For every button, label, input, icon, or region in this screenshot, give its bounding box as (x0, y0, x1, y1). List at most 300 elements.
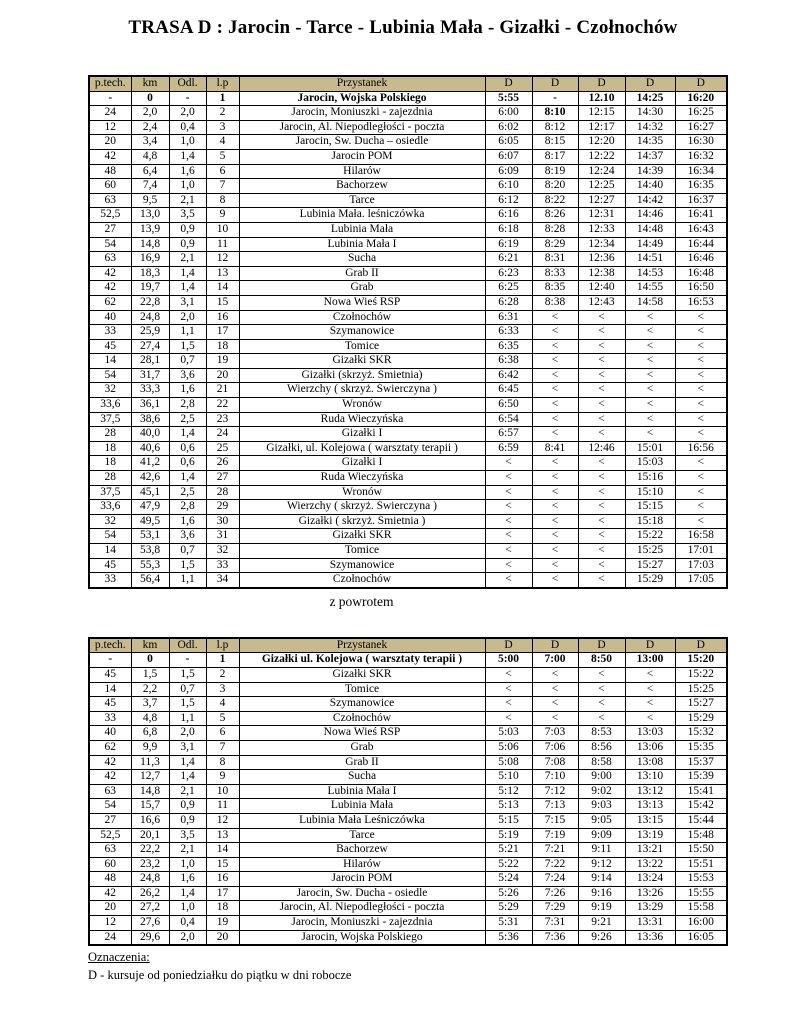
cell: 0,6 (169, 441, 206, 456)
cell: 14:32 (625, 120, 675, 135)
cell: 20 (206, 930, 239, 945)
cell: 15:22 (625, 529, 675, 544)
table-row (89, 281, 727, 296)
cell: 15:37 (675, 755, 727, 770)
cell: 16:50 (675, 281, 727, 296)
cell: 6:42 (485, 368, 532, 383)
cell: 7:22 (532, 857, 578, 872)
cell: 42 (89, 149, 131, 164)
cell: 2,1 (169, 252, 206, 267)
cell: Lubinia Mała I (239, 237, 485, 252)
cell: 12:31 (578, 208, 625, 223)
cell: 8:17 (532, 149, 578, 164)
table-row (89, 828, 727, 843)
cell: 12:33 (578, 222, 625, 237)
cell: Hilarów (239, 164, 485, 179)
cell: 14:42 (625, 193, 675, 208)
cell: 8:20 (532, 179, 578, 194)
cell: 22 (206, 398, 239, 413)
cell: 33 (89, 325, 131, 340)
column-header: Odl. (169, 76, 206, 91)
cell: Szymanowice (239, 325, 485, 340)
table-row (89, 310, 727, 325)
cell: 62 (89, 740, 131, 755)
column-header: km (131, 638, 169, 653)
cell: Jarocin POM (239, 872, 485, 887)
cell: 5 (206, 149, 239, 164)
cell: 16:53 (675, 295, 727, 310)
table-row (89, 164, 727, 179)
cell: 15:27 (625, 558, 675, 573)
column-header: D (485, 76, 532, 91)
cell: 45 (89, 697, 131, 712)
cell: 15:10 (625, 485, 675, 500)
cell: < (578, 471, 625, 486)
cell: < (625, 711, 675, 726)
cell: < (532, 500, 578, 515)
table-row (89, 383, 727, 398)
cell: 0,7 (169, 544, 206, 559)
cell: 7:24 (532, 872, 578, 887)
cell: 33 (206, 558, 239, 573)
table-row (89, 726, 727, 741)
cell: 6:45 (485, 383, 532, 398)
cell: 16:48 (675, 266, 727, 281)
cell: 15 (206, 857, 239, 872)
cell: 14:53 (625, 266, 675, 281)
cell: < (532, 544, 578, 559)
column-header: D (578, 76, 625, 91)
cell: < (532, 354, 578, 369)
cell: 49,5 (131, 514, 169, 529)
cell: Jarocin, Św. Ducha – osiedle (239, 135, 485, 150)
cell: 8 (206, 755, 239, 770)
cell: 16:35 (675, 179, 727, 194)
column-header: D (675, 76, 727, 91)
table-row (89, 544, 727, 559)
cell: 22,8 (131, 295, 169, 310)
cell: 17:01 (675, 544, 727, 559)
cell: 8:26 (532, 208, 578, 223)
table-row (89, 252, 727, 267)
cell: 54 (89, 237, 131, 252)
cell: 42 (89, 886, 131, 901)
cell: 48 (89, 872, 131, 887)
cell: 24 (89, 106, 131, 121)
cell: 14:30 (625, 106, 675, 121)
cell: 48 (89, 164, 131, 179)
cell: 5:10 (485, 770, 532, 785)
cell: 8 (206, 193, 239, 208)
cell: 11 (206, 237, 239, 252)
cell: 15:03 (625, 456, 675, 471)
cell: 31 (206, 529, 239, 544)
cell: Gizałki ul. Kolejowa ( warsztaty terapii ) (239, 653, 485, 668)
cell: 1,1 (169, 711, 206, 726)
cell: 7:36 (532, 930, 578, 945)
cell: 1,5 (169, 697, 206, 712)
cell: 40 (89, 726, 131, 741)
cell: 25 (206, 441, 239, 456)
cell: 1,6 (169, 164, 206, 179)
cell: 30 (206, 514, 239, 529)
cell: 6:35 (485, 339, 532, 354)
cell: 6:59 (485, 441, 532, 456)
cell: 1,5 (169, 667, 206, 682)
cell: 16,9 (131, 252, 169, 267)
cell: 14:25 (625, 91, 675, 106)
cell: 4 (206, 697, 239, 712)
table-row (89, 711, 727, 726)
cell: Ruda Wieczyńska (239, 412, 485, 427)
cell: Grab II (239, 266, 485, 281)
cell: 2,1 (169, 193, 206, 208)
cell: Grab (239, 740, 485, 755)
cell: 6 (206, 726, 239, 741)
cell: 16:20 (675, 91, 727, 106)
cell: 2,4 (131, 120, 169, 135)
cell: 13:29 (625, 901, 675, 916)
cell: < (578, 573, 625, 588)
legend-heading: Oznaczenia: (88, 950, 150, 965)
cell: 6:38 (485, 354, 532, 369)
cell: 7:08 (532, 755, 578, 770)
cell: < (625, 682, 675, 697)
cell: 15:55 (675, 886, 727, 901)
cell: < (485, 514, 532, 529)
cell: < (578, 711, 625, 726)
cell: < (675, 500, 727, 515)
cell: 16,6 (131, 813, 169, 828)
cell: 42,6 (131, 471, 169, 486)
cell: 8:29 (532, 237, 578, 252)
cell: 0,4 (169, 916, 206, 931)
cell: 12,7 (131, 770, 169, 785)
table-row (89, 179, 727, 194)
cell: 13:13 (625, 799, 675, 814)
cell: Hilarów (239, 857, 485, 872)
cell: 0,7 (169, 682, 206, 697)
cell: 8:58 (578, 755, 625, 770)
cell: 9:14 (578, 872, 625, 887)
cell: 22,2 (131, 843, 169, 858)
cell: 8:41 (532, 441, 578, 456)
table-row (89, 106, 727, 121)
cell: < (485, 667, 532, 682)
cell: 24,8 (131, 872, 169, 887)
cell: 2 (206, 667, 239, 682)
cell: < (532, 325, 578, 340)
cell: 16:46 (675, 252, 727, 267)
cell: 12:17 (578, 120, 625, 135)
cell: 9:12 (578, 857, 625, 872)
cell: 7,4 (131, 179, 169, 194)
cell: < (485, 697, 532, 712)
cell: 27,2 (131, 901, 169, 916)
table-row (89, 135, 727, 150)
table-row (89, 740, 727, 755)
cell: 6:50 (485, 398, 532, 413)
cell: Wronów (239, 398, 485, 413)
cell: 37,5 (89, 485, 131, 500)
cell: < (578, 500, 625, 515)
cell: 53,1 (131, 529, 169, 544)
cell: 6:18 (485, 222, 532, 237)
cell: 0 (131, 91, 169, 106)
cell: 16:43 (675, 222, 727, 237)
cell: 9,5 (131, 193, 169, 208)
cell: 16:44 (675, 237, 727, 252)
cell: 0,9 (169, 799, 206, 814)
cell: 5:13 (485, 799, 532, 814)
cell: 16:58 (675, 529, 727, 544)
cell: 9 (206, 208, 239, 223)
cell: < (578, 514, 625, 529)
cell: 0,7 (169, 354, 206, 369)
cell: 2,1 (169, 843, 206, 858)
cell: < (532, 398, 578, 413)
cell: 5:06 (485, 740, 532, 755)
table-row (89, 872, 727, 887)
cell: Gizałki SKR (239, 667, 485, 682)
cell: 9:19 (578, 901, 625, 916)
cell: Jarocin, Al. Niepodległości - poczta (239, 901, 485, 916)
cell: 8:22 (532, 193, 578, 208)
cell: 14 (89, 682, 131, 697)
cell: Ruda Wieczyńska (239, 471, 485, 486)
cell: - (89, 653, 131, 668)
cell: 5:22 (485, 857, 532, 872)
cell: Jarocin, Al. Niepodległości - poczta (239, 120, 485, 135)
table-row (89, 755, 727, 770)
cell: 12 (89, 120, 131, 135)
cell: 27 (206, 471, 239, 486)
column-header: D (675, 638, 727, 653)
cell: 15:01 (625, 441, 675, 456)
cell: 9:11 (578, 843, 625, 858)
cell: < (625, 325, 675, 340)
cell: 6:12 (485, 193, 532, 208)
table-row (89, 843, 727, 858)
cell: 2,8 (169, 398, 206, 413)
cell: 15:53 (675, 872, 727, 887)
cell: Lubinia Mała (239, 799, 485, 814)
cell: 9,9 (131, 740, 169, 755)
cell: Gizałki I (239, 456, 485, 471)
cell: 15:25 (675, 682, 727, 697)
cell: Lubinia Mała I (239, 784, 485, 799)
cell: 40,0 (131, 427, 169, 442)
cell: Czołnochów (239, 711, 485, 726)
cell: 2,0 (169, 106, 206, 121)
cell: 33 (89, 711, 131, 726)
cell: < (625, 368, 675, 383)
cell: < (675, 471, 727, 486)
table-row (89, 682, 727, 697)
cell: 8:15 (532, 135, 578, 150)
cell: 13:03 (625, 726, 675, 741)
cell: 12:40 (578, 281, 625, 296)
header-row (89, 76, 727, 91)
cell: Jarocin, Moniuszki - zajezdnia (239, 106, 485, 121)
cell: 13:22 (625, 857, 675, 872)
cell: 12:20 (578, 135, 625, 150)
cell: 12:27 (578, 193, 625, 208)
cell: < (578, 412, 625, 427)
cell: < (625, 697, 675, 712)
cell: < (625, 398, 675, 413)
cell: 6:02 (485, 120, 532, 135)
cell: Gizałki I (239, 427, 485, 442)
cell: - (169, 91, 206, 106)
cell: 3 (206, 682, 239, 697)
cell: 5:29 (485, 901, 532, 916)
cell: 6:05 (485, 135, 532, 150)
table-row (89, 91, 727, 106)
cell: 20 (89, 901, 131, 916)
cell: 15:48 (675, 828, 727, 843)
table-row (89, 339, 727, 354)
table-row (89, 857, 727, 872)
cell: Wronów (239, 485, 485, 500)
cell: Jarocin, Wojska Polskiego (239, 91, 485, 106)
cell: 2,0 (131, 106, 169, 121)
cell: 1,6 (169, 514, 206, 529)
cell: Grab (239, 281, 485, 296)
table-row (89, 653, 727, 668)
cell: 14:55 (625, 281, 675, 296)
cell: 7:12 (532, 784, 578, 799)
table-row (89, 222, 727, 237)
cell: 12:38 (578, 266, 625, 281)
cell: 28 (89, 471, 131, 486)
cell: 53,8 (131, 544, 169, 559)
cell: 0,4 (169, 120, 206, 135)
cell: 0,6 (169, 456, 206, 471)
cell: < (675, 398, 727, 413)
column-header: Odl. (169, 638, 206, 653)
table-row (89, 456, 727, 471)
cell: 12:22 (578, 149, 625, 164)
cell: 25,9 (131, 325, 169, 340)
cell: < (532, 456, 578, 471)
cell: 2,0 (169, 930, 206, 945)
cell: 15:27 (675, 697, 727, 712)
cell: < (578, 398, 625, 413)
table-row (89, 295, 727, 310)
cell: 1,4 (169, 770, 206, 785)
cell: 6:33 (485, 325, 532, 340)
cell: < (578, 456, 625, 471)
cell: Nowa Wieś RSP (239, 726, 485, 741)
cell: 15:44 (675, 813, 727, 828)
cell: 14 (206, 281, 239, 296)
cell: 5:31 (485, 916, 532, 931)
cell: 3 (206, 120, 239, 135)
cell: 62 (89, 295, 131, 310)
cell: 9:16 (578, 886, 625, 901)
cell: 15:50 (675, 843, 727, 858)
cell: 28 (89, 427, 131, 442)
cell: 10 (206, 784, 239, 799)
cell: 15:15 (625, 500, 675, 515)
cell: 0,9 (169, 222, 206, 237)
cell: 13:06 (625, 740, 675, 755)
column-header: l.p (206, 638, 239, 653)
cell: 7:21 (532, 843, 578, 858)
cell: 4,8 (131, 149, 169, 164)
cell: 18 (89, 441, 131, 456)
cell: 1,4 (169, 471, 206, 486)
cell: Jarocin, Moniuszki - zajezdnia (239, 916, 485, 931)
cell: 6:09 (485, 164, 532, 179)
cell: 19,7 (131, 281, 169, 296)
header-row (89, 638, 727, 653)
column-header: km (131, 76, 169, 91)
cell: < (532, 485, 578, 500)
cell: Lubinia Mała. leśniczówka (239, 208, 485, 223)
cell: 0,9 (169, 237, 206, 252)
cell: < (578, 354, 625, 369)
cell: < (485, 558, 532, 573)
cell: 1,4 (169, 281, 206, 296)
cell: 60 (89, 857, 131, 872)
cell: < (675, 485, 727, 500)
cell: < (675, 354, 727, 369)
cell: 2,0 (169, 726, 206, 741)
cell: < (578, 667, 625, 682)
cell: 5:21 (485, 843, 532, 858)
cell: Gizałki SKR (239, 529, 485, 544)
cell: 17 (206, 325, 239, 340)
cell: 9:26 (578, 930, 625, 945)
cell: 16:41 (675, 208, 727, 223)
table-header (89, 638, 727, 653)
cell: < (532, 412, 578, 427)
cell: 17 (206, 886, 239, 901)
cell: Gizałki, ul. Kolejowa ( warsztaty terapii ) (239, 441, 485, 456)
cell: 19 (206, 354, 239, 369)
cell: 1,4 (169, 886, 206, 901)
cell: 14:46 (625, 208, 675, 223)
cell: 8:31 (532, 252, 578, 267)
cell: - (89, 91, 131, 106)
cell: < (485, 500, 532, 515)
cell: < (532, 427, 578, 442)
cell: 12:43 (578, 295, 625, 310)
cell: 1,5 (169, 339, 206, 354)
cell: < (532, 711, 578, 726)
cell: 1,4 (169, 427, 206, 442)
cell: 1 (206, 91, 239, 106)
cell: Wierzchy ( skrzyż. Świerczyna ) (239, 500, 485, 515)
cell: < (485, 529, 532, 544)
cell: 13:19 (625, 828, 675, 843)
cell: 9:02 (578, 784, 625, 799)
cell: Wierzchy ( skrzyż. Świerczyna ) (239, 383, 485, 398)
cell: 2,5 (169, 485, 206, 500)
cell: 14 (89, 544, 131, 559)
cell: 18,3 (131, 266, 169, 281)
cell: 42 (89, 755, 131, 770)
cell: 20 (89, 135, 131, 150)
cell: 36,1 (131, 398, 169, 413)
cell: 47,9 (131, 500, 169, 515)
cell: < (675, 383, 727, 398)
page-title: TRASA D : Jarocin - Tarce - Lubinia Mała - Gizałki - Czołnochów (128, 17, 678, 38)
cell: Gizałki SKR (239, 354, 485, 369)
cell: 23 (206, 412, 239, 427)
